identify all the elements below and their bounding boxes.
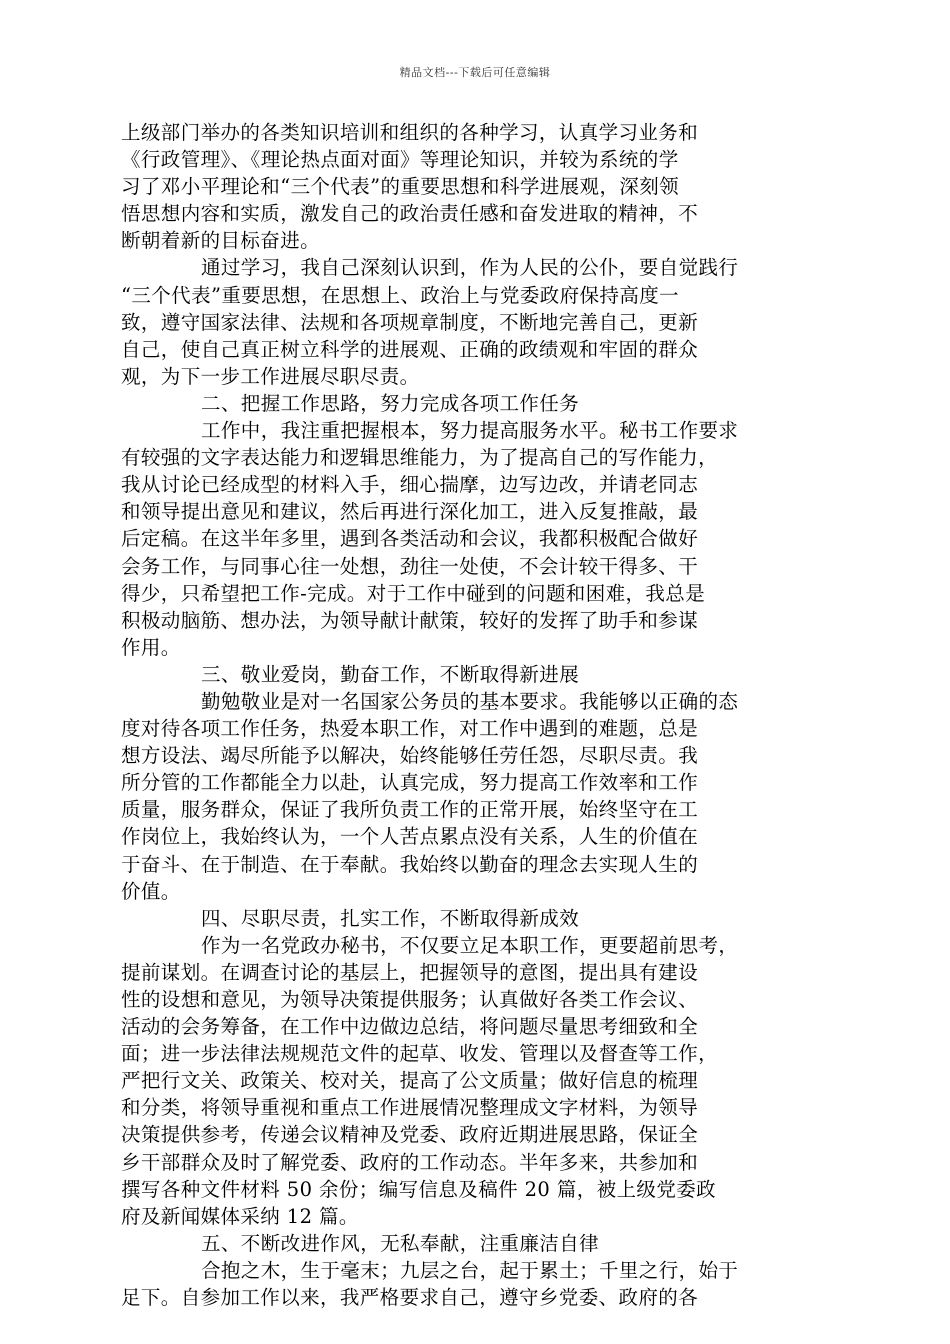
text-line: 致，遵守国家法律、法规和各项规章制度，不断地完善自己，更新 xyxy=(121,310,699,334)
text-line: “三个代表”重要思想，在思想上、政治上与党委政府保持高度一 xyxy=(121,283,680,307)
text-line: 工作中，我注重把握根本，努力提高服务水平。秘书工作要求 xyxy=(201,419,739,443)
text-line: 和分类，将领导重视和重点工作进展情况整理成文字材料，为领导 xyxy=(121,1096,699,1120)
text-line: 习了邓小平理论和“三个代表”的重要思想和科学进展观，深刻领 xyxy=(121,175,680,199)
text-line: 二、把握工作思路，努力完成各项工作任务 xyxy=(201,391,580,415)
text-line: 会务工作，与同事心往一处想，劲往一处使，不会计较干得多、干 xyxy=(121,554,699,578)
text-line: 度对待各项工作任务，热爱本职工作，对工作中遇到的难题，总是 xyxy=(121,717,699,741)
text-line: 面；进一步法律法规规范文件的起草、收发、管理以及督查等工作， xyxy=(121,1042,719,1066)
text-line: 上级部门举办的各类知识培训和组织的各种学习，认真学习业务和 xyxy=(121,121,699,144)
text-line: 《行政管理》、《理论热点面对面》等理论知识，并较为系统的学 xyxy=(121,148,679,172)
text-line: 足下。自参加工作以来，我严格要求自己，遵守乡党委、政府的各 xyxy=(121,1286,699,1310)
text-line: 五、不断改进作风，无私奉献，注重廉洁自律 xyxy=(201,1231,600,1255)
text-line: 作用。 xyxy=(121,635,181,659)
text-line: 质量，服务群众，保证了我所负责工作的正常开展，始终坚守在工 xyxy=(121,798,699,822)
text-line: 观，为下一步工作进展尽职尽责。 xyxy=(121,364,420,388)
text-line: 有较强的文字表达能力和逻辑思维能力，为了提高自己的写作能力， xyxy=(121,446,719,470)
text-line: 府及新闻媒体采纳 12 篇。 xyxy=(121,1204,359,1228)
text-line: 所分管的工作都能全力以赴，认真完成，努力提高工作效率和工作 xyxy=(121,771,699,795)
text-line: 四、尽职尽责，扎实工作，不断取得新成效 xyxy=(201,906,580,930)
page-header: 精品文档---下载后可任意编辑 xyxy=(399,66,551,79)
text-line: 三、敬业爱岗，勤奋工作，不断取得新进展 xyxy=(201,662,580,686)
text-line: 得少，只希望把工作-完成。对于工作中碰到的问题和困难，我总是 xyxy=(121,581,706,605)
text-line: 作岗位上，我始终认为，一个人苦点累点没有关系，人生的价值在 xyxy=(121,825,699,849)
text-line: 和领导提出意见和建议，然后再进行深化加工，进入反复推敲，最 xyxy=(121,500,699,524)
text-line: 积极动脑筋、想办法，为领导献计献策，较好的发挥了助手和参谋 xyxy=(121,608,699,632)
text-line: 于奋斗、在于制造、在于奉献。我始终以勤奋的理念去实现人生的 xyxy=(121,852,699,876)
text-line: 撰写各种文件材料 50 余份；编写信息及稿件 20 篇，被上级党委政 xyxy=(121,1177,717,1201)
text-line: 性的设想和意见，为领导决策提供服务；认真做好各类工作会议、 xyxy=(121,988,699,1011)
text-line: 断朝着新的目标奋进。 xyxy=(121,229,321,253)
text-line: 后定稿。在这半年多里，遇到各类活动和会议，我都积极配合做好 xyxy=(121,527,699,551)
text-line: 勤勉敬业是对一名国家公务员的基本要求。我能够以正确的态 xyxy=(201,689,739,713)
text-line: 决策提供参考，传递会议精神及党委、政府近期进展思路，保证全 xyxy=(121,1123,699,1147)
text-line: 通过学习，我自己深刻认识到，作为人民的公仆，要自觉践行 xyxy=(201,256,739,280)
text-line: 自己，使自己真正树立科学的进展观、正确的政绩观和牢固的群众 xyxy=(121,337,699,361)
text-line: 乡干部群众及时了解党委、政府的工作动态。半年多来，共参加和 xyxy=(121,1150,699,1174)
text-line: 价值。 xyxy=(121,879,181,903)
text-line: 活动的会务筹备，在工作中边做边总结，将问题尽量思考细致和全 xyxy=(121,1015,699,1039)
text-line: 作为一名党政办秘书，不仅要立足本职工作，更要超前思考， xyxy=(201,933,739,957)
text-line: 我从讨论已经成型的材料入手，细心揣摩，边写边改，并请老同志 xyxy=(121,473,699,497)
text-line: 想方设法、竭尽所能予以解决，始终能够任劳任怨，尽职尽责。我 xyxy=(121,744,699,768)
text-line: 严把行文关、政策关、校对关，提高了公文质量；做好信息的梳理 xyxy=(121,1069,699,1093)
text-line: 合抱之木，生于毫末；九层之台，起于累土；千里之行，始于 xyxy=(201,1258,739,1282)
document-body xyxy=(121,119,827,1311)
text-line: 悟思想内容和实质，激发自己的政治责任感和奋发进取的精神，不 xyxy=(121,202,699,226)
text-line: 提前谋划。在调查讨论的基层上，把握领导的意图，提出具有建设 xyxy=(121,960,699,984)
